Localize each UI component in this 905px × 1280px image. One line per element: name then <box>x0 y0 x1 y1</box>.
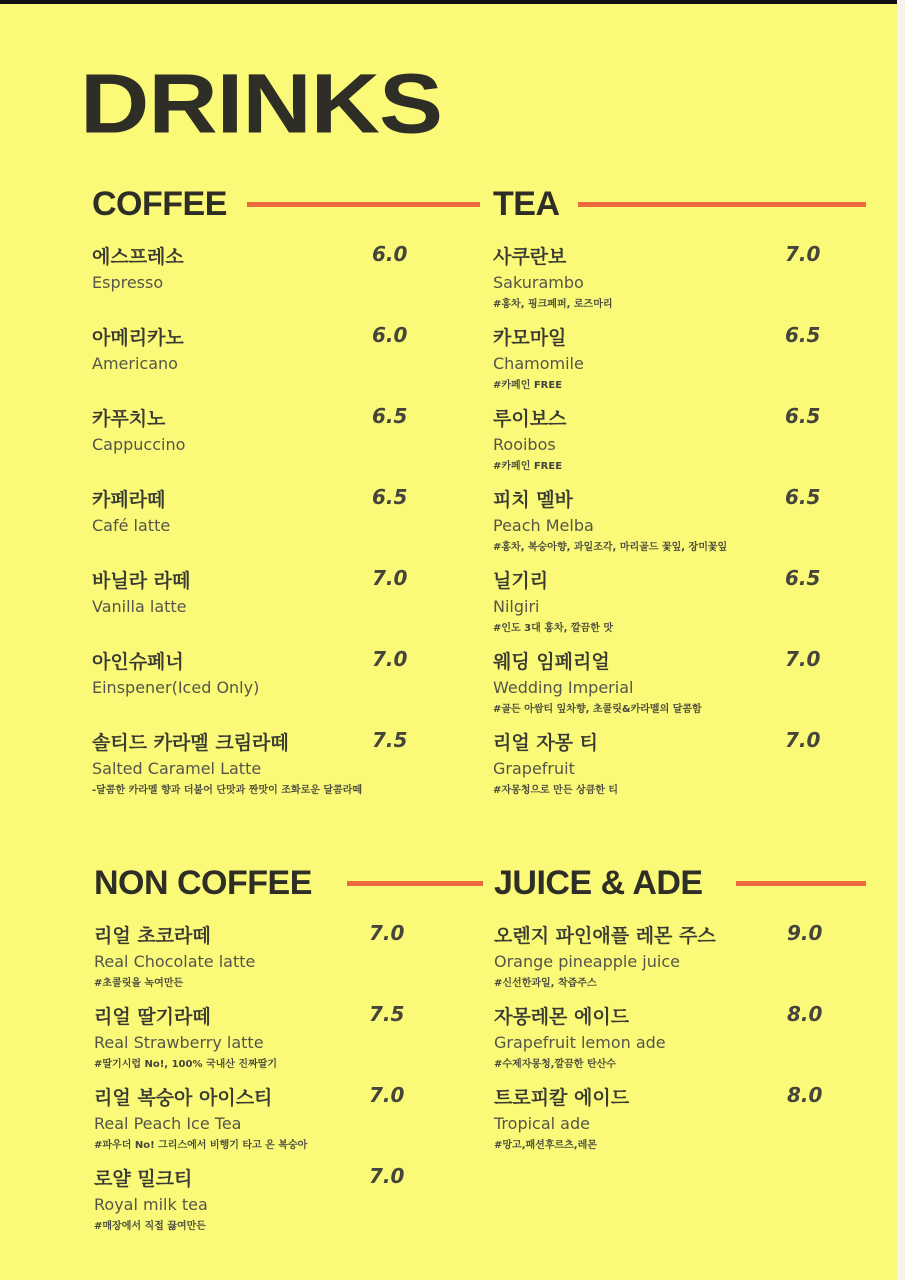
item-korean-name: 피치 멜바 <box>493 489 574 511</box>
item-korean-name: 닐기리 <box>493 570 549 592</box>
item-price: 7.5 <box>369 1002 405 1026</box>
item-english-name: Americano <box>92 354 178 373</box>
item-english-name: Wedding Imperial <box>493 678 634 697</box>
item-english-name: Real Peach Ice Tea <box>94 1114 242 1133</box>
item-english-name: Peach Melba <box>493 516 594 535</box>
item-english-name: Cappuccino <box>92 435 186 454</box>
item-note: #매장에서 직접 끓여만든 <box>94 1221 206 1232</box>
noncoffee-divider <box>347 881 483 886</box>
item-korean-name: 에스프레소 <box>92 246 184 268</box>
tea-header <box>493 187 868 227</box>
item-price: 7.0 <box>369 921 405 945</box>
item-english-name: Nilgiri <box>493 597 540 616</box>
item-price: 7.0 <box>369 1083 405 1107</box>
top-edge <box>0 0 905 4</box>
item-price: 7.0 <box>372 647 408 671</box>
item-price: 6.5 <box>785 404 821 428</box>
item-english-name: Café latte <box>92 516 171 535</box>
tea-menu-item <box>493 647 868 717</box>
coffee-title: COFFEE <box>92 185 227 223</box>
juice-title: JUICE & ADE <box>494 864 703 902</box>
item-price: 6.5 <box>372 485 408 509</box>
item-price: 7.0 <box>369 1164 405 1188</box>
item-note: #골든 아쌈티 잎차향, 초콜릿&카라멜의 달콤함 <box>493 704 702 715</box>
item-english-name: Chamomile <box>493 354 584 373</box>
item-price: 6.5 <box>785 485 821 509</box>
item-price: 7.0 <box>372 566 408 590</box>
coffee-section <box>92 185 482 796</box>
item-price: 6.5 <box>785 323 821 347</box>
noncoffee-header <box>94 866 484 906</box>
item-price: 7.0 <box>785 728 821 752</box>
item-english-name: Salted Caramel Latte <box>92 759 262 778</box>
item-note: #파우더 No! 그리스에서 비행기 타고 온 복숭아 <box>94 1140 308 1151</box>
item-korean-name: 바닐라 라떼 <box>92 570 191 592</box>
item-korean-name: 카모마일 <box>493 327 567 349</box>
paper-edge <box>897 0 905 1280</box>
item-korean-name: 웨딩 임페리얼 <box>493 651 610 673</box>
item-korean-name: 트로피칼 에이드 <box>494 1087 630 1109</box>
juice-divider <box>736 881 866 886</box>
item-english-name: Espresso <box>92 273 164 292</box>
item-korean-name: 카푸치노 <box>92 408 166 430</box>
item-price: 6.0 <box>372 323 408 347</box>
item-price: 8.0 <box>787 1083 823 1107</box>
item-korean-name: 로얄 밀크티 <box>94 1168 193 1190</box>
juice-header <box>494 866 869 906</box>
item-korean-name: 자몽레몬 에이드 <box>494 1006 630 1028</box>
juice-menu-item <box>494 1002 869 1072</box>
menu-title: DRINKS <box>80 56 443 151</box>
item-note: #딸기시럽 No!, 100% 국내산 진짜딸기 <box>94 1059 278 1070</box>
item-english-name: Orange pineapple juice <box>494 952 680 971</box>
juice-section <box>494 864 869 1151</box>
tea-menu-item <box>493 323 868 393</box>
coffee-menu-item <box>92 323 482 393</box>
item-korean-name: 오렌지 파인애플 레몬 주스 <box>494 925 716 947</box>
item-price: 6.5 <box>785 566 821 590</box>
item-english-name: Real Chocolate latte <box>94 952 256 971</box>
item-note: #신선한과일, 착즙주스 <box>494 978 597 989</box>
juice-menu-item <box>494 1083 869 1153</box>
item-english-name: Rooibos <box>493 435 556 454</box>
item-english-name: Grapefruit <box>493 759 575 778</box>
tea-section <box>493 185 868 796</box>
item-english-name: Grapefruit lemon ade <box>494 1033 666 1052</box>
item-note: #자몽청으로 만든 상큼한 티 <box>493 785 619 796</box>
noncoffee-section <box>94 864 484 1232</box>
coffee-header <box>92 187 482 227</box>
item-note: #인도 3대 홍차, 깔끔한 맛 <box>493 623 614 634</box>
item-korean-name: 아인슈페너 <box>92 651 184 673</box>
coffee-divider <box>247 202 480 207</box>
noncoffee-title: NON COFFEE <box>94 864 312 902</box>
item-price: 7.5 <box>372 728 408 752</box>
item-english-name: Vanilla latte <box>92 597 187 616</box>
noncoffee-menu-item <box>94 1002 484 1072</box>
item-note: #초콜릿을 녹여만든 <box>94 978 184 989</box>
tea-divider <box>578 202 866 207</box>
item-english-name: Sakurambo <box>493 273 584 292</box>
item-korean-name: 리얼 초코라떼 <box>94 925 211 947</box>
item-price: 6.0 <box>372 242 408 266</box>
tea-menu-item <box>493 566 868 636</box>
item-korean-name: 리얼 딸기라떼 <box>94 1006 211 1028</box>
item-note: #홍차, 복숭아향, 과일조각, 마리골드 꽃잎, 장미꽃잎 <box>493 542 728 553</box>
item-note: -달콤한 카라멜 향과 더불어 단맛과 짠맛이 조화로운 달콤라떼 <box>92 785 363 796</box>
item-english-name: Real Strawberry latte <box>94 1033 264 1052</box>
item-english-name: Tropical ade <box>494 1114 590 1133</box>
tea-menu-item <box>493 728 868 798</box>
coffee-menu-item <box>92 404 482 474</box>
coffee-menu-item <box>92 728 482 798</box>
item-price: 7.0 <box>785 242 821 266</box>
item-korean-name: 사쿠란보 <box>493 246 567 268</box>
item-korean-name: 카페라떼 <box>92 489 166 511</box>
item-korean-name: 리얼 복숭아 아이스티 <box>94 1087 273 1109</box>
item-korean-name: 리얼 자몽 티 <box>493 732 598 754</box>
coffee-menu-item <box>92 485 482 555</box>
coffee-menu-item <box>92 647 482 717</box>
juice-menu-item <box>494 921 869 991</box>
item-note: #홍차, 핑크페퍼, 로즈마리 <box>493 299 613 310</box>
item-note: #카페인 FREE <box>493 380 563 391</box>
item-note: #수제자몽청,깔끔한 탄산수 <box>494 1059 616 1070</box>
noncoffee-menu-item <box>94 1164 484 1234</box>
tea-menu-item <box>493 404 868 474</box>
tea-menu-item <box>493 485 868 555</box>
coffee-menu-item <box>92 242 482 312</box>
item-korean-name: 솔티드 카라멜 크림라떼 <box>92 732 289 754</box>
noncoffee-menu-item <box>94 1083 484 1153</box>
noncoffee-menu-item <box>94 921 484 991</box>
coffee-menu-item <box>92 566 482 636</box>
item-price: 6.5 <box>372 404 408 428</box>
item-note: #카페인 FREE <box>493 461 563 472</box>
item-price: 9.0 <box>787 921 823 945</box>
tea-title: TEA <box>493 185 560 223</box>
item-english-name: Einspener(Iced Only) <box>92 678 260 697</box>
item-english-name: Royal milk tea <box>94 1195 208 1214</box>
item-price: 7.0 <box>785 647 821 671</box>
item-korean-name: 루이보스 <box>493 408 567 430</box>
item-note: #망고,패션후르츠,레몬 <box>494 1140 597 1151</box>
item-price: 8.0 <box>787 1002 823 1026</box>
item-korean-name: 아메리카노 <box>92 327 184 349</box>
tea-menu-item <box>493 242 868 312</box>
